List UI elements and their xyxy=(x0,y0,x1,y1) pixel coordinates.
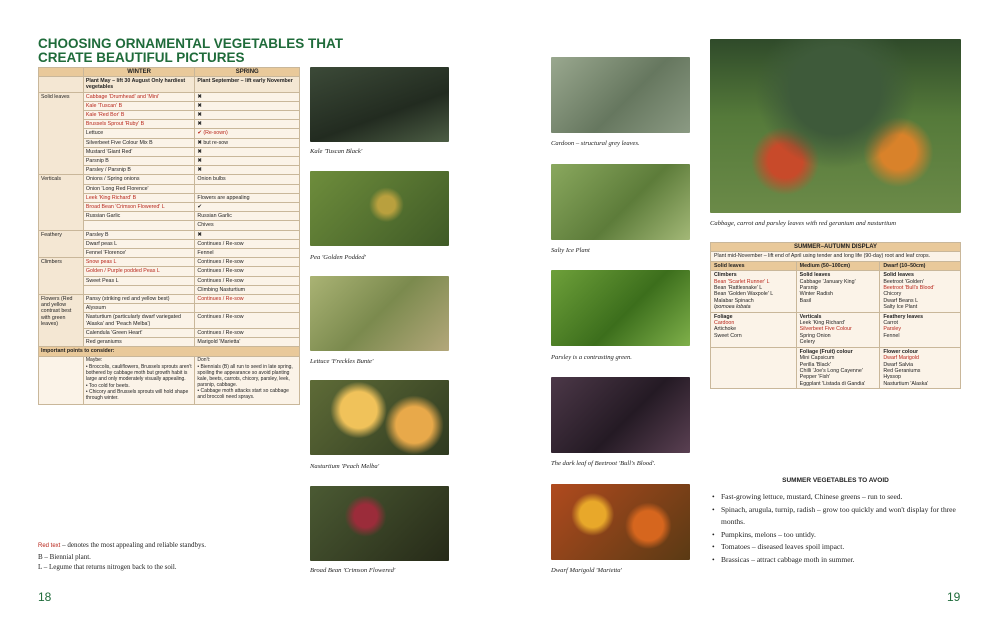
summer-col-header: Medium (50–100cm) xyxy=(796,261,880,270)
category-cell: Feathery xyxy=(39,230,84,258)
summer-cell-item: Bean 'Rattlesnake' L xyxy=(714,285,763,292)
spring-cell: ✔ xyxy=(195,203,300,212)
winter-cell: Alyssum xyxy=(83,304,195,313)
summer-autumn-table xyxy=(710,242,961,389)
spring-cell: Continues / Re-sow xyxy=(195,239,300,248)
list-item: • Spinach, arugula, turnip, radish – grow too quickly and won't display for three months. xyxy=(712,504,962,529)
spring-cell: Chives xyxy=(195,221,300,230)
summer-cell-item: Spring Onion xyxy=(799,332,831,339)
spring-subheader: Plant September – lift early November xyxy=(195,77,300,92)
photo-garden xyxy=(710,39,961,213)
summer-cell-item: Cardoon xyxy=(714,320,735,327)
winter-cell: Parsley B xyxy=(83,230,195,239)
spring-cell: Russian Garlic xyxy=(195,212,300,221)
summer-cell-item: Nasturtium 'Alaska' xyxy=(883,380,929,387)
photo-cardoon xyxy=(551,57,690,133)
photo-kale xyxy=(310,67,449,142)
summer-cell-item: Sweet Corn xyxy=(714,332,742,339)
avoid-title: SUMMER VEGETABLES TO AVOID xyxy=(782,477,889,484)
legend-red-text: – denotes the most appealing and reliable standbys. xyxy=(60,541,206,549)
winter-cell: Cabbage 'Drumhead' and 'Mini' xyxy=(83,92,195,101)
summer-cell-heading: Verticals xyxy=(799,313,822,320)
photo-marigold xyxy=(551,484,690,560)
spring-cell: Continues / Re-sow xyxy=(195,295,300,304)
caption-broadbean: Broad Bean 'Crimson Flowered' xyxy=(310,567,396,574)
summer-cell-item: Fennel xyxy=(883,332,900,339)
winter-cell: Pansy (striking red and yellow best) xyxy=(83,295,195,304)
summer-cell-item: Silverbeet Five Colour xyxy=(799,326,852,333)
spring-cell: Climbing Nasturtium xyxy=(195,285,300,294)
spring-cell: ✖ xyxy=(195,111,300,120)
important-row xyxy=(39,347,300,356)
spring-cell: ✖ xyxy=(195,120,300,129)
legend-red-label: Red text xyxy=(38,543,61,549)
dont-cell xyxy=(195,356,300,405)
summer-cell xyxy=(796,271,880,312)
dont-cell-title: Don't: xyxy=(197,356,211,363)
spring-cell: ✖ xyxy=(195,230,300,239)
table-row xyxy=(711,347,961,388)
tips-row xyxy=(39,356,300,405)
legend-b: B – Biennial plant. xyxy=(38,552,91,561)
spring-cell: Continues / Re-sow xyxy=(195,328,300,337)
legend-l: L – Legume that returns nitrogen back to the soil. xyxy=(38,563,177,571)
summer-cell-item: Winter Radish xyxy=(799,291,833,298)
caption-kale: Kale 'Tuscan Black' xyxy=(310,148,363,155)
summer-cell-item: Parsnip xyxy=(799,285,818,292)
summer-cell-item: Malabar Spinach xyxy=(714,297,754,304)
summer-cell xyxy=(880,312,961,347)
summer-cell-item: Red Geraniums xyxy=(883,367,921,374)
winter-subheader: Plant May – lift 30 August Only hardiest vegetables xyxy=(83,77,195,92)
winter-header: WINTER xyxy=(83,68,195,77)
winter-cell: Silverbeet Five Colour Mix B xyxy=(83,138,195,147)
winter-cell: Nasturtium (particularly dwarf variegated 'Alaska' and 'Peach Melba') xyxy=(83,313,195,328)
caption-cardoon: Cardoon – structural grey leaves. xyxy=(551,140,640,147)
spring-cell: Fennel xyxy=(195,249,300,258)
summer-cell-heading: Foliage xyxy=(714,313,733,320)
summer-cell xyxy=(711,347,797,388)
winter-cell: Red geraniums xyxy=(83,338,195,347)
spring-cell: ✖ xyxy=(195,147,300,156)
page-title: CHOOSING ORNAMENTAL VEGETABLES THAT CREATE BEAUTIFUL PICTURES xyxy=(38,36,344,65)
winter-cell: Leek 'King Richard' B xyxy=(83,193,195,202)
summer-cell-item: Perilla 'Black' xyxy=(799,361,831,368)
caption-beetroot: The dark leaf of Beetroot 'Bull's Blood'. xyxy=(551,460,656,467)
summer-cell-heading: Solid leaves xyxy=(883,272,914,279)
summer-cell-item: Eggplant 'Listada di Gandia' xyxy=(799,380,866,387)
summer-cell-item: Chicory xyxy=(883,291,902,298)
winter-cell: Golden / Purple podded Peas L xyxy=(83,267,195,276)
winter-cell: Brussels Sprout 'Ruby' B xyxy=(83,120,195,129)
caption-parsley: Parsley is a contrasting green. xyxy=(551,354,632,361)
winter-cell: Fennel 'Florence' xyxy=(83,249,195,258)
summer-cell-item: Pepper 'Fish' xyxy=(799,374,831,381)
list-item: • Tomatoes – diseased leaves spoil impact. xyxy=(712,541,962,554)
page-number-left: 18 xyxy=(38,590,52,604)
maybe-cell-item: • Chicory and Brussels sprouts will hold shape through winter. xyxy=(85,389,189,402)
maybe-cell xyxy=(83,356,195,405)
winter-cell: Broad Bean 'Crimson Flowered' L xyxy=(83,203,195,212)
winter-cell: Snow peas L xyxy=(83,258,195,267)
photo-nasturtium xyxy=(310,380,449,455)
summer-cell-item: Ipomoea lobata xyxy=(714,304,751,311)
maybe-cell-item: • Too cold for beets. xyxy=(85,382,130,389)
spring-cell: Continues / Re-sow xyxy=(195,276,300,285)
spring-cell: Flowers are appealing xyxy=(195,193,300,202)
photo-lettuce xyxy=(310,276,449,351)
photo-beetroot xyxy=(551,377,690,453)
caption-pea: Pea 'Golden Podded' xyxy=(310,254,366,261)
summer-cell-item: Chilli 'Joe's Long Cayenne' xyxy=(799,367,863,374)
spring-cell: Continues / Re-sow xyxy=(195,313,300,328)
spring-cell: ✖ but re-sow xyxy=(195,138,300,147)
summer-cell-heading: Climbers xyxy=(714,272,737,279)
winter-cell xyxy=(83,285,195,294)
winter-cell: Lettuce xyxy=(83,129,195,138)
winter-cell xyxy=(83,221,195,230)
avoid-list xyxy=(712,491,962,566)
spring-cell: ✔ (Re-sown) xyxy=(195,129,300,138)
summer-cell xyxy=(711,312,797,347)
winter-cell: Mustard 'Giant Red' xyxy=(83,147,195,156)
summer-cell-item: Dwarf Salvia xyxy=(883,361,914,368)
table-row xyxy=(711,271,961,312)
photo-broadbean xyxy=(310,486,449,561)
winter-cell: Parsnip B xyxy=(83,157,195,166)
summer-cell-item: Hyssop xyxy=(883,374,901,381)
summer-cell-item: Parsley xyxy=(883,326,901,333)
summer-table-body xyxy=(711,271,961,389)
category-cell: Solid leaves xyxy=(39,92,84,175)
summer-cell-heading: Foliage (Fruit) colour xyxy=(799,348,853,355)
summer-cell-item: Leek 'King Richard' xyxy=(799,320,845,327)
planting-table-body xyxy=(39,92,300,404)
category-cell: Flowers (Red and yellow contrast best with green leaves) xyxy=(39,295,84,347)
summer-cell-item: Cabbage 'January King' xyxy=(799,278,856,285)
summer-cell-heading: Flower colour xyxy=(883,348,919,355)
legend xyxy=(38,540,206,573)
summer-cell-item: Beetroot 'Golden' xyxy=(883,278,924,285)
summer-cell-item: Dwarf Marigold xyxy=(883,355,919,362)
maybe-cell-title: Maybe: xyxy=(85,356,103,363)
summer-table-note: Plant mid-November – lift end of April using tender and long life (90-day) root and leaf crops. xyxy=(711,252,961,261)
list-item: • Brassicas – attract cabbage moth in summer. xyxy=(712,554,962,567)
list-item: • Pumpkins, melons – too untidy. xyxy=(712,529,962,542)
corner-cell xyxy=(39,68,84,77)
spring-header: SPRING xyxy=(195,68,300,77)
winter-cell: Russian Garlic xyxy=(83,212,195,221)
category-cell: Climbers xyxy=(39,258,84,295)
summer-cell-item: Bean 'Golden Waxpole' L xyxy=(714,291,774,298)
winter-cell: Calendula 'Green Heart' xyxy=(83,328,195,337)
summer-cell-item: Salty Ice Plant xyxy=(883,304,918,311)
caption-nasturtium: Nasturtium 'Peach Melba' xyxy=(310,463,380,470)
table-row xyxy=(711,312,961,347)
summer-col-header: Solid leaves xyxy=(711,261,797,270)
caption-saltyice: Salty Ice Plant xyxy=(551,247,590,254)
caption-garden: Cabbage, carrot and parsley leaves with red geranium and nasturtium xyxy=(710,220,896,227)
winter-cell: Kale 'Red Bor' B xyxy=(83,111,195,120)
important-heading: Important points to consider: xyxy=(39,347,300,356)
winter-cell: Onions / Spring onions xyxy=(83,175,195,184)
spring-cell xyxy=(195,304,300,313)
spring-cell: Marigold 'Marietta' xyxy=(195,338,300,347)
spring-cell: Onion bulbs xyxy=(195,175,300,184)
caption-lettuce: Lettuce 'Freckles Bunte' xyxy=(310,358,374,365)
table-row xyxy=(39,230,300,239)
summer-cell-item: Celery xyxy=(799,339,815,346)
winter-cell: Parsley / Parsnip B xyxy=(83,166,195,175)
summer-cell-item: Artichoke xyxy=(714,326,737,333)
summer-cell xyxy=(796,347,880,388)
spring-cell: ✖ xyxy=(195,157,300,166)
maybe-cell-item: • Broccolis, cauliflowers, Brussels sprouts aren't bothered by cabbage moth but growth habit is large and only moderately visually appealing. xyxy=(85,364,192,382)
caption-marigold: Dwarf Marigold 'Marietta' xyxy=(551,567,622,574)
photo-pea xyxy=(310,171,449,246)
spring-cell: ✖ xyxy=(195,92,300,101)
summer-cell-item: Bean 'Scarlet Runner' L xyxy=(714,278,770,285)
summer-cell-item: Dwarf Beans L xyxy=(883,297,919,304)
summer-cell-heading: Solid leaves xyxy=(799,272,831,279)
list-item: • Fast-growing lettuce, mustard, Chinese greens – run to seed. xyxy=(712,491,962,504)
summer-table-title: SUMMER–AUTUMN DISPLAY xyxy=(711,243,961,252)
table-row xyxy=(39,295,300,304)
page-number-right: 19 xyxy=(947,590,961,604)
category-cell: Verticals xyxy=(39,175,84,230)
summer-cell xyxy=(880,271,961,312)
photo-saltyice xyxy=(551,164,690,240)
winter-cell: Kale 'Tuscan' B xyxy=(83,101,195,110)
table-row xyxy=(39,175,300,184)
summer-cell-item: Carrot xyxy=(883,320,899,327)
summer-col-header: Dwarf (10–50cm) xyxy=(880,261,961,270)
spring-cell: Continues / Re-sow xyxy=(195,267,300,276)
spring-cell: Continues / Re-sow xyxy=(195,258,300,267)
winter-cell: Dwarf peas L xyxy=(83,239,195,248)
photo-parsley xyxy=(551,270,690,346)
dont-cell-item: • Biennials (B) all run to seed in late spring, spoiling the appearance so avoid planting kale, beets, carrots, chicory, parsley, leek, parsnip, cabbage. xyxy=(197,364,293,388)
planting-table xyxy=(38,67,300,405)
summer-cell-item: Basil xyxy=(799,297,812,304)
summer-cell xyxy=(796,312,880,347)
dont-cell-item: • Cabbage moth attacks start so cabbage and broccoli need sprays. xyxy=(197,388,289,401)
summer-cell-heading: Feathery leaves xyxy=(883,313,924,320)
winter-cell: Onion 'Long Red Florence' xyxy=(83,184,195,193)
table-row xyxy=(39,258,300,267)
spring-cell: ✖ xyxy=(195,101,300,110)
summer-cell xyxy=(880,347,961,388)
table-row xyxy=(39,92,300,101)
winter-cell: Sweet Peas L xyxy=(83,276,195,285)
summer-cell-item: Beetroot 'Bull's Blood' xyxy=(883,285,935,292)
summer-cell-item: Mini Capsicum xyxy=(799,355,835,362)
spring-cell: ✖ xyxy=(195,166,300,175)
summer-cell xyxy=(711,271,797,312)
spring-cell xyxy=(195,184,300,193)
